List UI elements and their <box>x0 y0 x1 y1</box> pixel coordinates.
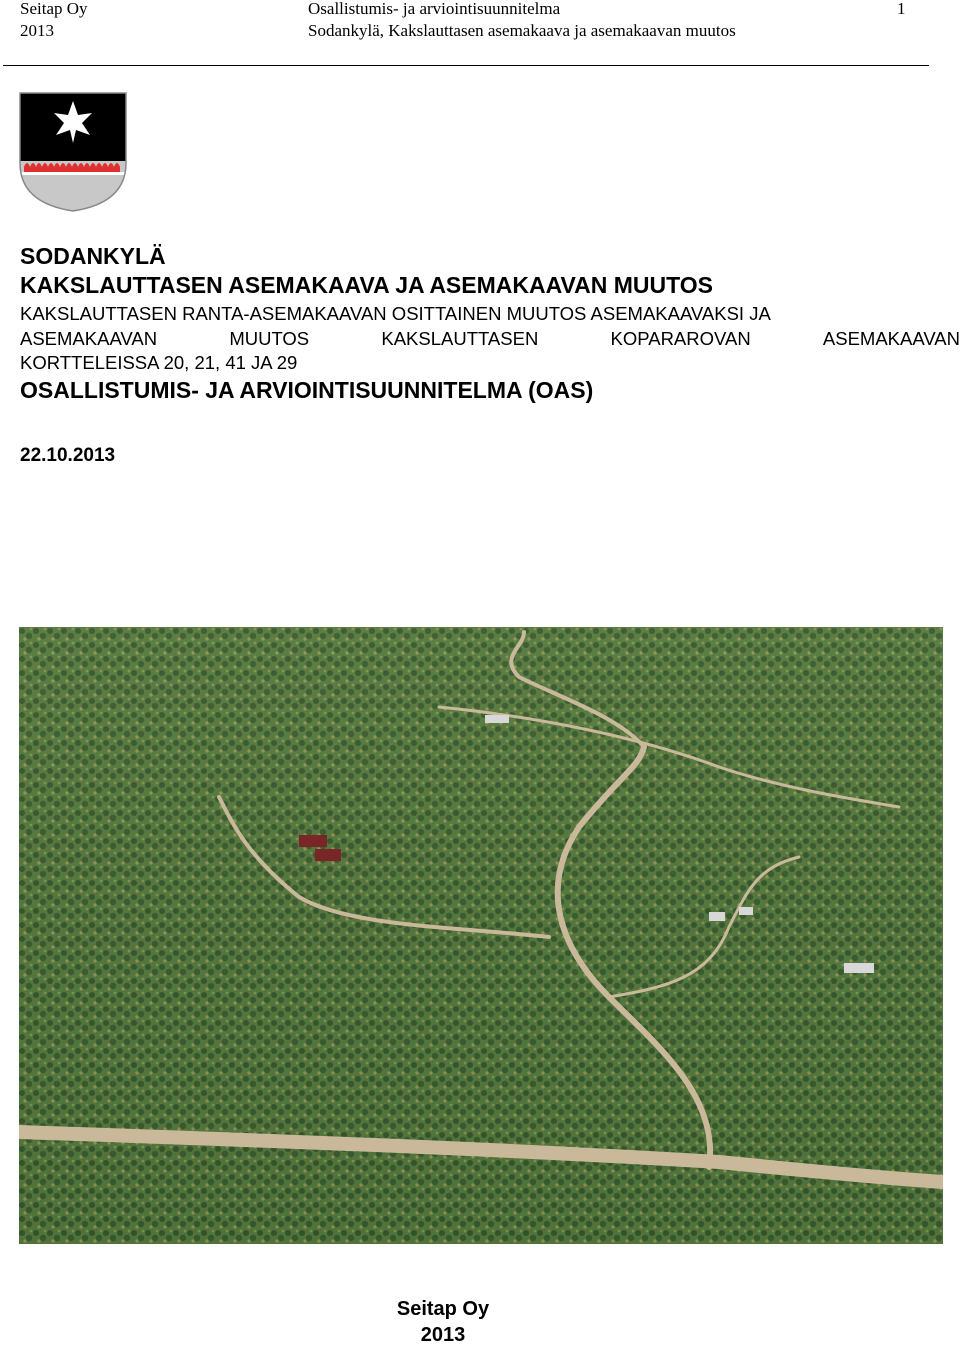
footer-company: Seitap Oy <box>396 1298 490 1320</box>
title-plan: KAKSLAUTTASEN ASEMAKAAVA JA ASEMAKAAVAN MUUTOS <box>20 272 713 298</box>
title-line4-word: KAKSLAUTTASEN <box>381 328 539 349</box>
title-oas: OSALLISTUMIS- JA ARVIOINTISUUNNITELMA (OAS) <box>20 377 594 403</box>
document-date: 22.10.2013 <box>20 445 116 466</box>
header-doc-subtitle: Sodankylä, Kakslauttasen asemakaava ja asemakaavan muutos <box>308 21 736 40</box>
title-municipality: SODANKYLÄ <box>20 243 166 269</box>
header-rule <box>3 65 929 66</box>
header-center <box>308 0 736 42</box>
title-block <box>20 242 960 405</box>
title-line4-word: ASEMAKAAVAN <box>822 328 960 349</box>
header-doc-title: Osallistumis- ja arviointisuunnitelma <box>308 0 561 18</box>
title-line4 <box>20 327 960 351</box>
coat-of-arms-icon <box>18 91 128 213</box>
page-header <box>0 0 960 68</box>
title-line5: KORTTELEISSA 20, 21, 41 JA 29 <box>20 352 298 373</box>
page-footer <box>300 1296 586 1348</box>
title-line3: KAKSLAUTTASEN RANTA-ASEMAKAAVAN OSITTAINEN MUUTOS ASEMAKAAVAKSI JA <box>20 303 771 324</box>
header-year: 2013 <box>20 21 54 40</box>
header-company: Seitap Oy <box>20 0 88 18</box>
header-left <box>20 0 88 42</box>
title-line4-word: ASEMAKAAVAN <box>20 328 158 349</box>
title-line4-word: MUUTOS <box>229 328 310 349</box>
page-number: 1 <box>897 0 906 18</box>
footer-year: 2013 <box>420 1324 466 1346</box>
title-line4-word: KOPARAROVAN <box>610 328 751 349</box>
aerial-forest-photo-icon <box>19 627 943 1244</box>
